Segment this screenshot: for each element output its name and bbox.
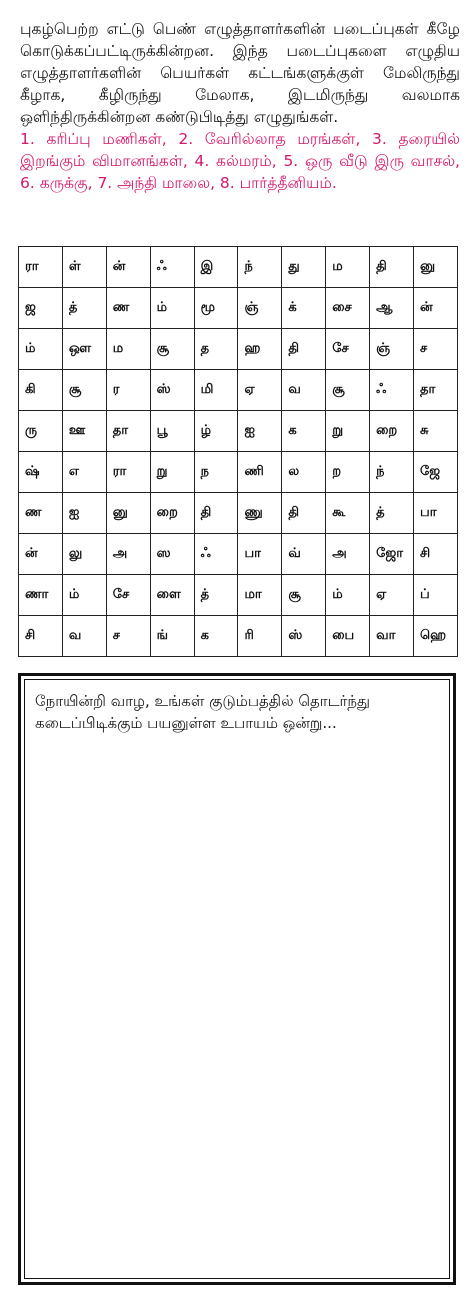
word-search-grid bbox=[18, 246, 458, 657]
grid-cell[interactable]: ஹ bbox=[238, 329, 282, 370]
grid-cell[interactable]: ன் bbox=[106, 247, 150, 288]
grid-cell[interactable]: ணா bbox=[19, 575, 63, 616]
grid-row bbox=[19, 329, 458, 370]
grid-cell[interactable]: ஏ bbox=[238, 370, 282, 411]
grid-cell[interactable]: ர bbox=[106, 370, 150, 411]
grid-cell[interactable]: க bbox=[194, 616, 238, 657]
grid-cell[interactable]: சி bbox=[414, 534, 458, 575]
grid-cell[interactable]: ஸ் bbox=[150, 370, 194, 411]
grid-cell[interactable]: மா bbox=[238, 575, 282, 616]
book-titles-list: 1. கரிப்பு மணிகள், 2. வேரில்லாத மரங்கள், 3. தரையில் இறங்கும் விமானங்கள், 4. கல்மரம், 5. ஒரு வீடு இரு வாசல், 6. கருக்கு, 7. அந்தி மாலை, 8. பார்த்தீனியம். bbox=[20, 130, 460, 192]
note-prompt: நோயின்றி வாழ, உங்கள் குடும்பத்தில் தொடர்ந்து கடைப்பிடிக்கும் பயனுள்ள உபாயம் ஒன்று... bbox=[35, 692, 371, 732]
grid-row bbox=[19, 288, 458, 329]
grid-cell[interactable]: ஆ bbox=[370, 288, 414, 329]
grid-cell[interactable]: தா bbox=[106, 411, 150, 452]
grid-cell[interactable]: று bbox=[326, 411, 370, 452]
grid-row bbox=[19, 411, 458, 452]
grid-cell[interactable]: ச bbox=[106, 616, 150, 657]
grid-cell[interactable]: ள் bbox=[62, 247, 106, 288]
grid-row bbox=[19, 452, 458, 493]
grid-cell[interactable]: வ bbox=[62, 616, 106, 657]
grid-row bbox=[19, 370, 458, 411]
grid-cell[interactable]: றை bbox=[150, 493, 194, 534]
grid-row bbox=[19, 616, 458, 657]
grid-cell[interactable]: சே bbox=[326, 329, 370, 370]
grid-cell[interactable]: ப் bbox=[414, 575, 458, 616]
grid-cell[interactable]: தி bbox=[282, 329, 326, 370]
grid-cell[interactable]: ந bbox=[194, 452, 238, 493]
grid-cell[interactable]: ஷ் bbox=[19, 452, 63, 493]
grid-cell[interactable]: தி bbox=[370, 247, 414, 288]
grid-cell[interactable]: சூ bbox=[62, 370, 106, 411]
grid-cell[interactable]: எ bbox=[62, 452, 106, 493]
grid-cell[interactable]: ன் bbox=[19, 534, 63, 575]
grid-cell[interactable]: ஏ bbox=[370, 575, 414, 616]
grid-cell[interactable]: அ bbox=[326, 534, 370, 575]
grid-cell[interactable]: ரா bbox=[106, 452, 150, 493]
grid-cell[interactable]: ரா bbox=[19, 247, 63, 288]
grid-cell[interactable]: பா bbox=[238, 534, 282, 575]
grid-cell[interactable]: ண bbox=[19, 493, 63, 534]
grid-cell[interactable]: ற bbox=[326, 452, 370, 493]
grid-cell[interactable]: வ் bbox=[282, 534, 326, 575]
grid-cell[interactable]: ம bbox=[106, 329, 150, 370]
grid-cell[interactable]: சூ bbox=[282, 575, 326, 616]
grid-cell[interactable]: னு bbox=[414, 247, 458, 288]
grid-cell[interactable]: தி bbox=[282, 493, 326, 534]
grid-cell[interactable]: த் bbox=[370, 493, 414, 534]
grid-cell[interactable]: கி bbox=[19, 370, 63, 411]
grid-cell[interactable]: ஃ bbox=[370, 370, 414, 411]
grid-cell[interactable]: ம் bbox=[326, 575, 370, 616]
grid-cell[interactable]: ஃ bbox=[194, 534, 238, 575]
grid-row bbox=[19, 247, 458, 288]
grid-cell[interactable]: பூ bbox=[150, 411, 194, 452]
grid-cell[interactable]: ங் bbox=[150, 616, 194, 657]
grid-cell[interactable]: ஜே bbox=[414, 452, 458, 493]
grid-cell[interactable]: வா bbox=[370, 616, 414, 657]
puzzle-instructions: புகழ்பெற்ற எட்டு பெண் எழுத்தாளர்களின் படைப்புகள் கீழே கொடுக்கப்பட்டிருக்கின்றன. இந்த படைப்புகளை எழுதிய எழுத்தாளர்களின் பெயர்கள் கட்டங்களுக்குள் மேலிருந்து கீழாக, கீழிருந்து மேலாக, இடமிருந்து வலமாக ஒளிந்திருக்கின்றன கண்டுபிடித்து எழுதுங்கள். bbox=[20, 20, 460, 126]
grid-cell[interactable]: பை bbox=[326, 616, 370, 657]
grid-cell[interactable]: கூ bbox=[326, 493, 370, 534]
grid-cell[interactable]: ஐ bbox=[238, 411, 282, 452]
note-box bbox=[18, 673, 456, 1285]
grid-cell[interactable]: ஔ bbox=[62, 329, 106, 370]
grid-cell[interactable]: மி bbox=[194, 370, 238, 411]
grid-cell[interactable]: ளை bbox=[150, 575, 194, 616]
grid-cell[interactable]: ச bbox=[414, 329, 458, 370]
grid-cell[interactable]: தா bbox=[414, 370, 458, 411]
grid-cell[interactable]: ம் bbox=[19, 329, 63, 370]
intro-text bbox=[20, 18, 460, 194]
grid-cell[interactable]: ரி bbox=[238, 616, 282, 657]
grid-cell[interactable]: ந் bbox=[238, 247, 282, 288]
grid-cell[interactable]: சி bbox=[19, 616, 63, 657]
grid-cell[interactable]: சூ bbox=[326, 370, 370, 411]
grid-cell[interactable]: த bbox=[194, 329, 238, 370]
grid-cell[interactable]: து bbox=[282, 247, 326, 288]
grid-cell[interactable]: ம bbox=[326, 247, 370, 288]
grid-cell[interactable]: று bbox=[150, 452, 194, 493]
grid-cell[interactable]: ன் bbox=[414, 288, 458, 329]
grid-row bbox=[19, 575, 458, 616]
grid-cell[interactable]: மூ bbox=[194, 288, 238, 329]
grid-cell[interactable]: ம் bbox=[62, 575, 106, 616]
grid-cell[interactable]: ஸ் bbox=[282, 616, 326, 657]
note-box-inner-border bbox=[24, 679, 450, 1279]
grid-cell[interactable]: ஜ bbox=[19, 288, 63, 329]
grid-cell[interactable]: ஜோ bbox=[370, 534, 414, 575]
grid-cell[interactable]: சை bbox=[326, 288, 370, 329]
grid-cell[interactable]: ஹெ bbox=[414, 616, 458, 657]
grid-cell[interactable]: தி bbox=[194, 493, 238, 534]
grid-cell[interactable]: ம் bbox=[150, 288, 194, 329]
grid-cell[interactable]: ஞ் bbox=[370, 329, 414, 370]
grid-cell[interactable]: னு bbox=[106, 493, 150, 534]
grid-cell[interactable]: ஞ் bbox=[238, 288, 282, 329]
grid-cell[interactable]: க் bbox=[282, 288, 326, 329]
grid-cell[interactable]: இ bbox=[194, 247, 238, 288]
grid-cell[interactable]: ணி bbox=[238, 452, 282, 493]
grid-cell[interactable]: ண bbox=[106, 288, 150, 329]
grid-cell[interactable]: சு bbox=[414, 411, 458, 452]
grid-cell[interactable]: ஐ bbox=[62, 493, 106, 534]
grid-cell[interactable]: ந் bbox=[370, 452, 414, 493]
grid-cell[interactable]: த் bbox=[194, 575, 238, 616]
grid-row bbox=[19, 493, 458, 534]
grid-row bbox=[19, 534, 458, 575]
grid-cell[interactable]: ல bbox=[282, 452, 326, 493]
grid-cell[interactable]: க bbox=[282, 411, 326, 452]
grid-cell[interactable]: ஊ bbox=[62, 411, 106, 452]
grid-cell[interactable]: சூ bbox=[150, 329, 194, 370]
grid-cell[interactable]: ரு bbox=[19, 411, 63, 452]
grid-cell[interactable]: லு bbox=[62, 534, 106, 575]
grid-cell[interactable]: ழ் bbox=[194, 411, 238, 452]
grid-cell[interactable]: சே bbox=[106, 575, 150, 616]
grid-cell[interactable]: த் bbox=[62, 288, 106, 329]
grid-cell[interactable]: ஸ bbox=[150, 534, 194, 575]
grid-cell[interactable]: றை bbox=[370, 411, 414, 452]
grid-cell[interactable]: அ bbox=[106, 534, 150, 575]
grid-cell[interactable]: ணு bbox=[238, 493, 282, 534]
grid-cell[interactable]: பா bbox=[414, 493, 458, 534]
grid-cell[interactable]: ஃ bbox=[150, 247, 194, 288]
grid-cell[interactable]: வ bbox=[282, 370, 326, 411]
